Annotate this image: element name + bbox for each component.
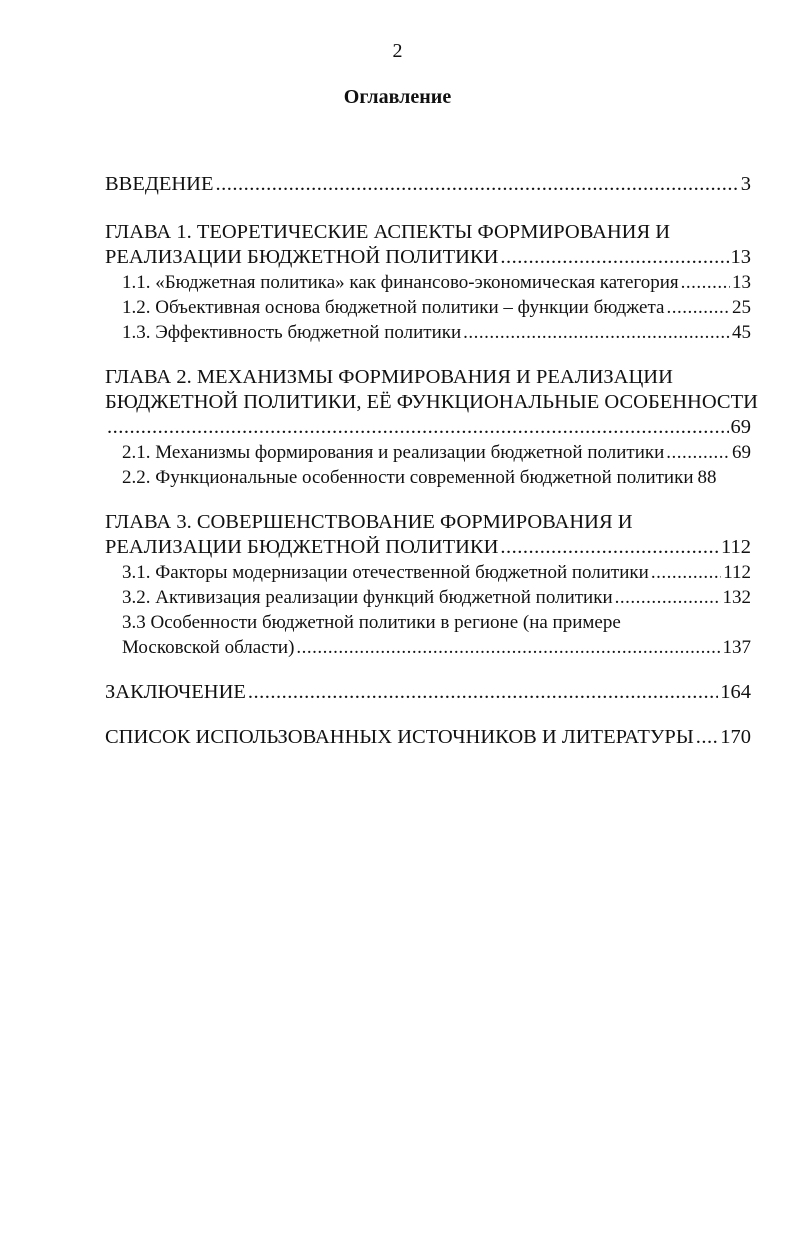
table-of-contents [105,172,758,750]
page-number: 2 [392,40,403,62]
toc-entry-chapter-2[interactable] [105,365,758,440]
toc-entry-text: ГЛАВА 2. МЕХАНИЗМЫ ФОРМИРОВАНИЯ И РЕАЛИЗАЦИИ [105,366,673,388]
toc-entry-text: ВВЕДЕНИЕ [105,173,214,195]
toc-page-number: 132 [722,587,751,608]
dot-leader [651,560,721,585]
dot-leader [216,172,739,197]
toc-entry-text: СПИСОК ИСПОЛЬЗОВАННЫХ ИСТОЧНИКОВ И ЛИТЕРАТУРЫ [105,726,694,748]
toc-page-number: 88 [697,467,717,488]
toc-entry-text: 1.2. Объективная основа бюджетной политики – функции бюджета [122,297,665,318]
toc-entry-section-3-2[interactable] [105,585,751,610]
toc-page-number: 13 [730,246,751,268]
toc-entry-text: 3.2. Активизация реализации функций бюджетной политики [122,587,613,608]
dot-leader [463,320,730,345]
toc-page-number: 25 [732,297,751,318]
toc-entry-references[interactable] [105,725,751,750]
toc-entry-text: 3.3 Особенности бюджетной политики в регионе (на примере [122,612,621,633]
dot-leader [666,440,730,465]
dot-leader [666,295,730,320]
toc-entry-chapter-3[interactable] [105,510,751,560]
toc-entry-text: 2.1. Механизмы формирования и реализации бюджетной политики [122,442,665,463]
toc-entry-text: 1.1. «Бюджетная политика» как финансово-экономическая категория [122,272,679,293]
toc-entry-text: ГЛАВА 1. ТЕОРЕТИЧЕСКИЕ АСПЕКТЫ ФОРМИРОВАНИЯ И [105,221,671,243]
toc-entry-section-2-1[interactable] [105,440,751,465]
page-title: Оглавление [343,86,452,108]
toc-entry-section-1-2[interactable] [105,295,751,320]
toc-page-number: 164 [720,681,751,703]
toc-entry-text: 1.3. Эффективность бюджетной политики [122,322,462,343]
toc-entry-chapter-1[interactable] [105,220,751,270]
toc-page-number: 170 [720,726,751,748]
toc-page-number: 112 [721,536,751,558]
toc-page-number: 3 [740,173,751,195]
dot-leader [500,245,728,270]
toc-page-number: 45 [732,322,751,343]
toc-page-number: 137 [722,637,751,658]
toc-entry-section-3-1[interactable] [105,560,751,585]
toc-entry-text: БЮДЖЕТНОЙ ПОЛИТИКИ, ЕЁ ФУНКЦИОНАЛЬНЫЕ ОСОБЕННОСТИ [105,391,758,413]
toc-entry-section-1-3[interactable] [105,320,751,345]
toc-entry-intro[interactable] [105,172,751,197]
dot-leader [681,270,730,295]
dot-leader [696,725,719,750]
toc-entry-conclusion[interactable] [105,680,751,705]
toc-entry-text: 3.1. Факторы модернизации отечественной бюджетной политики [122,562,649,583]
toc-entry-section-1-1[interactable] [105,270,751,295]
toc-page-number: 112 [723,562,751,583]
toc-entry-text: Московской области) [122,637,295,658]
dot-leader [107,415,729,440]
toc-entry-section-3-3[interactable] [105,610,751,660]
dot-leader [296,635,720,660]
toc-entry-text: ГЛАВА 3. СОВЕРШЕНСТВОВАНИЕ ФОРМИРОВАНИЯ И [105,511,633,533]
toc-page-number: 69 [730,416,751,438]
toc-entry-text: РЕАЛИЗАЦИИ БЮДЖЕТНОЙ ПОЛИТИКИ [105,536,499,558]
toc-page-number: 13 [732,272,751,293]
toc-entry-section-2-2[interactable] [105,465,751,490]
toc-entry-text: ЗАКЛЮЧЕНИЕ [105,681,246,703]
dot-leader [500,535,719,560]
toc-entry-text: 2.2. Функциональные особенности современной бюджетной политики [122,467,694,488]
toc-entry-text: РЕАЛИЗАЦИИ БЮДЖЕТНОЙ ПОЛИТИКИ [105,246,499,268]
dot-leader [615,585,721,610]
toc-page-number: 69 [732,442,751,463]
dot-leader [248,680,718,705]
